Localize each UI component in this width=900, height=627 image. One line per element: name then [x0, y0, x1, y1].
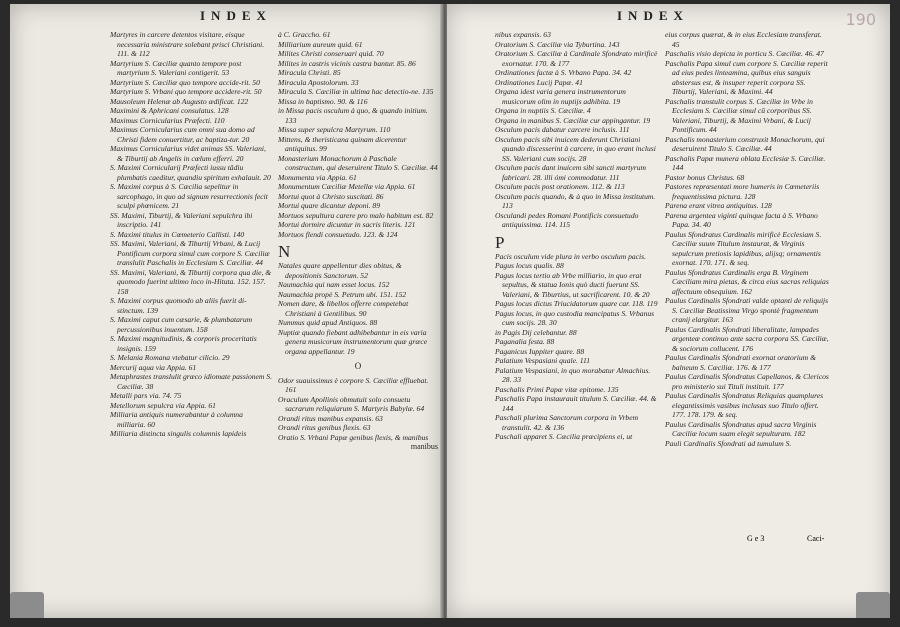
index-entry: Naumachia qui nam esset locus. 152: [278, 280, 390, 289]
index-entry: Pagus locus, in quo custodia mancipatus S. Vrbanus cum socijs. 28. 30: [495, 308, 655, 327]
index-entry: Osculum pacis sibi inuicem dederunt Christiani quando discesserint à carcere, in quo erant inclusi SS. Valeriani cum socijs. 28: [495, 134, 656, 163]
index-entry: Martyrium S. Cæciliæ quo tempore accide-rit. 50: [110, 77, 260, 87]
index-entry: Mercurij aqua via Appia. 61: [110, 362, 197, 372]
index-entry: Pagus locus tertio ab Vrbe milliario, in quo erat sepultus, & statua Ionis quò ducti fuerunt SS. Valeriani, & Tiburtius, ut sacrificarent. 10. & 20: [495, 270, 650, 299]
index-entry: Oratorium S. Cæciliæ via Tyburtina. 143: [495, 39, 620, 49]
index-entry: Orandi ritus genibus flexis. 63: [278, 423, 371, 432]
index-entry: Miracula Christi. 85: [278, 68, 341, 77]
index-entry: Maximus Cornicularius cum omni sua domo ad Christi fidem conuertitur, ac baptiza-tur. 20: [110, 125, 255, 144]
index-entry: Paganicus Iuppiter quare. 88: [495, 346, 585, 356]
index-entry: Organa in manibus S. Cæciliæ cur appingantur. 19: [495, 115, 651, 125]
index-entry: Monumenta via Appia. 61: [278, 172, 357, 182]
index-entry: Pastor bonus Christus. 68: [665, 172, 745, 182]
index-entry: Paschalis Papæ munera oblata Ecclesiæ S. Cæciliæ. 144: [665, 153, 826, 172]
index-entry: Monasterium Monachorum à Paschale constructum, qui deseruirent Titulo S. Cæciliæ. 44: [278, 153, 438, 172]
index-entry: Pastores repræsentati more humeris in Cœmeteriis frequentissima pictura. 128: [665, 182, 820, 201]
index-entry: Martyrium S. Vrbani quo tempore accidere-rit. 50: [110, 87, 262, 96]
index-entry: S. Maximi Cornicularij Præfecti iussu tâdiu plumbatis caeditur, quandiu spiritum exhalauit. 20: [110, 163, 271, 182]
index-entry: Nuptiæ quando fiebant adhibebantur in eis varia genera musicorum instrumentorum quæ græce organa appellantur. 19: [278, 327, 428, 356]
index-entry: S. Maximi corpus à S. Cæcilia sepelitur in sarcophago, in quo ad signum resurrectionis fecit sculpi phœnicem. 21: [110, 182, 268, 210]
index-entry: S. Maximi magnitudinis, & corporis proceritatis insignis. 159: [110, 334, 257, 353]
index-entry: Parena argentea viginti quinque facta à S. Vrbano Papa. 34. 40: [665, 210, 818, 229]
index-entry: Ordinationes factæ à S. Vrbano Papa. 34. 42: [495, 68, 632, 77]
index-entry: Orandi ritus manibus expansis. 63: [278, 413, 383, 423]
index-entry: S. Maximi corpus quomodo ab aliis fuerit di-stinctum. 139: [110, 296, 247, 315]
index-entry: Milites in castris vicinis castra bantur. 85. 86: [278, 58, 416, 68]
index-entry: Milites Christi conseruari quid. 70: [278, 49, 384, 58]
index-entry: Osculum pacis quando, & à quo in Missa institutum. 113: [495, 191, 656, 210]
index-entry: Palatium Vespasiani, in quo morabatur Almachius. 28. 33: [495, 365, 651, 384]
index-entry: Paganalia festa. 88: [495, 337, 555, 346]
scanner-clip: [856, 592, 890, 618]
index-entry: Paschalis Papa instaurauit titulum S. Cæciliæ. 44. & 144: [495, 394, 657, 413]
catchword: Caci-: [807, 534, 825, 543]
index-entry: Osculum pacis dant inuicem sibi sancti martyrum fabricari. 28. illi ómi commodatur. 111: [495, 163, 647, 182]
index-entry: in Missa pacis osculum à quo, & quando initium. 133: [278, 106, 428, 125]
index-entry: Paschalis Papa simul cum corpore S. Cæciliæ reperit ad eius pedes linteamina, quibus eius sanguis abstersus est, & insuper reperit corpora SS. Tiburtij, Valeriani, & Maximi. 44: [665, 58, 828, 96]
index-entry: Paschali apparet S. Cæcilia præcipiens ei, ut: [495, 432, 633, 441]
index-entry: Organa in nuptiis S. Cæciliæ. 4: [495, 106, 591, 115]
index-entry: Naumachia propè S. Petrum ubi. 151. 152: [278, 289, 407, 299]
index-entry: Martyrium S. Cæciliæ quanto tempore post martyrium S. Valeriani contigerit. 53: [110, 58, 242, 77]
index-entry: à C. Graccho. 61: [278, 30, 331, 39]
o-entries: [278, 376, 438, 443]
index-entry: Paulus Cardinalis Sfondratus Capellanos, & Clericos pro ministerio sui Tituli instituit. 177: [665, 372, 829, 391]
index-entry: Osculandi pedes Romani Pontificis consuetudo antiquissima. 114. 115: [495, 210, 639, 229]
drop-letter-n: N: [278, 242, 291, 261]
left-page: [10, 4, 442, 618]
index-entry: S. Maximi caput cum cæsarie, & plumbatarum percussionibus inuentum. 158: [110, 315, 253, 334]
index-column-right-2: [665, 30, 830, 448]
index-entry: Mortuos sepultura carere pro malo habitum est. 82: [278, 210, 434, 220]
index-entry: Natales quare appellentur dies obitus, & depositionis Sanctorum. 52: [278, 261, 402, 280]
index-entry: Paulus Sfondratus Cardinalis mirificè Ecclesiam S. Cæciliæ suum Titulum instaurat, & Virginis sepulcrum pretiosis lapidibus, alijsq; ornamentis exornat. 170. 171. & seq.: [665, 229, 822, 267]
index-entry: Missa super sepulcra Martyrum. 110: [278, 125, 391, 134]
index-entry: in Pagis Dij celebantur. 88: [495, 327, 577, 337]
index-entry: S. Maximi titulus in Cœmeterio Callisti. 140: [110, 229, 245, 239]
index-entry: Miracula S. Cæciliæ in ultima hac detectio-ne. 135: [278, 87, 434, 96]
index-entry: Mittens, & theristicana quinam dicerentur antiquitus. 99: [278, 134, 407, 153]
index-entry: Milliarium aureum quid. 61: [278, 39, 363, 49]
index-entry: Pacis osculum vide plura in verbo osculum pacis.: [495, 251, 647, 261]
index-column-left-2: [278, 30, 438, 451]
index-entry: Pagus locus qualis. 88: [495, 261, 564, 270]
index-entry: Paulus Cardinalis Sfondratus apud sacra Virginis Cæciliæ locum suam elegit sepulturam. 182: [665, 419, 817, 438]
index-entry: Metalli pars via. 74. 75: [110, 391, 182, 400]
index-entry: Monumentum Cæciliæ Metellæ via Appia. 61: [278, 182, 416, 191]
index-entry: nibus expansis. 63: [495, 30, 551, 39]
index-entry: Paschalis visio depicta in porticu S. Cæciliæ. 46. 47: [665, 49, 824, 58]
index-entry: Paulus Cardinalis Sfondrati liberalitate, lampades argenteæ continuo ante sacra corpora SS. Cæciliæ, & sociorum collucent. 176: [665, 324, 829, 353]
index-entry: Paulus Cardinalis Sfondrati exornat oratorium & balneum S. Cæciliæ. 176. & 177: [665, 353, 816, 372]
index-entry: Mortui quot à Christo suscitati. 86: [278, 191, 384, 201]
index-entry: Nomen dare, & libellos offerre competebat Christiani à Gentilibus. 90: [278, 299, 409, 318]
pencil-folio-number: 190: [845, 10, 876, 29]
index-entry: SS. Maximi, Valeriani, & Tiburtij Vrbani, & Lucij Pontificum corpora simul cum corpore S. Cæciliæ translulit Paschalis in Ecclesiam S. Cæciliæ. 44: [110, 239, 270, 267]
p-entries: [495, 252, 660, 442]
index-entry: Mortui dormire dicuntur in sacris literis. 121: [278, 220, 416, 229]
index-entry: Mortui quare dicantur deponi. 89: [278, 201, 381, 210]
index-entry: Osculum pacis dabatur carcere inclusis. 111: [495, 125, 630, 134]
index-entry: Pagus locus dictus Triucidatorum quare car. 118. 119: [495, 299, 658, 308]
index-entry: Mortuos flendi consuetudo. 123. & 124: [278, 229, 398, 239]
index-entry: Milliaria antiquis numerabantur à columna milliaria. 60: [110, 410, 243, 429]
index-entry: Missa in baptismo. 90. & 116: [278, 96, 368, 106]
index-entry: Paschali plurima Sanctorum corpora in Vrbem transtulit. 42. & 136: [495, 413, 639, 432]
page-header: INDEX: [617, 8, 689, 23]
section-letter-o: O: [354, 361, 362, 371]
index-entry: Oraculum Apollinis obmutuit solo consuetu sacrarum reliquiarum S. Martyris Babylæ. 64: [278, 394, 425, 413]
index-entry: Metaphrastes translulit græco idiomate passionem S. Cæciliæ. 38: [110, 372, 272, 391]
index-entry: Paulus Sfondratus Cardinalis erga B. Virginem Cæciliam mira pietas, & circa eius sacras reliquias affectuum obsequium. 162: [665, 267, 829, 296]
index-entry: Nummus quid apud Antiquos. 88: [278, 318, 378, 327]
o-entries: [495, 30, 660, 230]
index-entry: Paschalis Primi Papæ vitæ epitome. 135: [495, 384, 619, 394]
index-entry: Paschalis monasterium construxit Monachorum, qui deseruirent Titulo S. Cæciliæ. 44: [665, 134, 825, 153]
index-entry: Palatium Vespasiani quale. 111: [495, 356, 591, 365]
signature-mark: G e 3: [747, 534, 765, 543]
scanner-clip: [10, 592, 44, 618]
index-entry: Oratio S. Vrbani Papæ genibus flexis, & manibus: [278, 432, 429, 442]
catchword: manibus: [410, 442, 438, 451]
index-entry: Organa idest varia genera instrumentorum musicorum olim in nuptijs adhibita. 19: [495, 87, 626, 106]
right-page: [447, 4, 890, 618]
index-entry: Metellorum sepulcra via Appia. 61: [110, 400, 216, 410]
index-entry: SS. Maximi, Valeriani, & Tiburtij corpora qua die, & quomodo fuerint ultimo loco in-Hituta. 152. 157. 158: [110, 267, 272, 296]
index-entry: Paulus Cardinalis Sfondratus Reliquias quamplures elegantissimis vasibus inclusas suo Titulo offert. 177. 178. 179. & seq.: [665, 391, 824, 419]
index-entry: Paschalis transtulit corpus S. Cæciliæ in Vrbe in Ecclesiam S. Cæciliæ simul cū corporibus SS. Valeriani, Tiburtij, & Maximi Vrbani, & Lucij Pontificum. 44: [665, 96, 813, 134]
index-entry: Ordinationes Lucij Papæ. 41: [495, 77, 583, 87]
index-entry: Martyres in carcere detentos visitare, eisque necessaria ministrare solebant prisci Christiani. 111. & 112: [110, 30, 265, 58]
index-entry: Oratorium S. Cæciliæ à Cardinale Sfondrato mirificè exornatur. 170. & 177: [495, 49, 658, 68]
index-entry: Paulus Cardinalis Sfondrati valde optanti de reliquijs S. Cæciliæ Beatissima Virgo spontè fragmentum cranij elargitur. 163: [665, 296, 829, 324]
index-entry: Osculum pacis post orationem. 112. & 113: [495, 182, 625, 191]
index-entry: Maximus Cornicularius videt animas SS. Valeriani, & Tiburtij ab Angelis in cœlum efferri. 20: [110, 144, 266, 163]
index-entry: Maximus Cornicularius Præfecti. 110: [110, 115, 225, 125]
index-entry: Mausoleum Helenæ ab Augusto ædificat. 122: [110, 96, 249, 106]
index-entry: SS. Maximi, Tiburtij, & Valeriani sepulchra ibi inscriptio. 141: [110, 210, 253, 229]
index-column-right-1: [495, 30, 660, 442]
index-entry: Miracula Apostolorum. 33: [278, 77, 359, 87]
index-entry: Odor suauissimus è corpore S. Cæciliæ effluebat. 161: [278, 375, 429, 394]
index-column-left-1: [110, 30, 272, 439]
index-entry: Parena erant vitrea antiquitus. 128: [665, 201, 772, 210]
n-entries: [278, 261, 438, 356]
index-entry: Maximini & Aphricani consulatus. 128: [110, 106, 229, 115]
index-entry: Milliaria distincta singulis columnis lapideis: [110, 429, 247, 438]
index-entry: Pauli Cardinalis Sfondrati ad tumulum S.: [665, 438, 792, 448]
drop-letter-p: P: [495, 232, 505, 252]
index-entry: S. Melania Romana vtebatur cilicio. 29: [110, 353, 230, 362]
index-entry: eius corpus quærat, & in eius Ecclesiam transferat. 45: [665, 30, 822, 49]
page-header: INDEX: [200, 8, 272, 23]
m-entries: [278, 30, 438, 239]
